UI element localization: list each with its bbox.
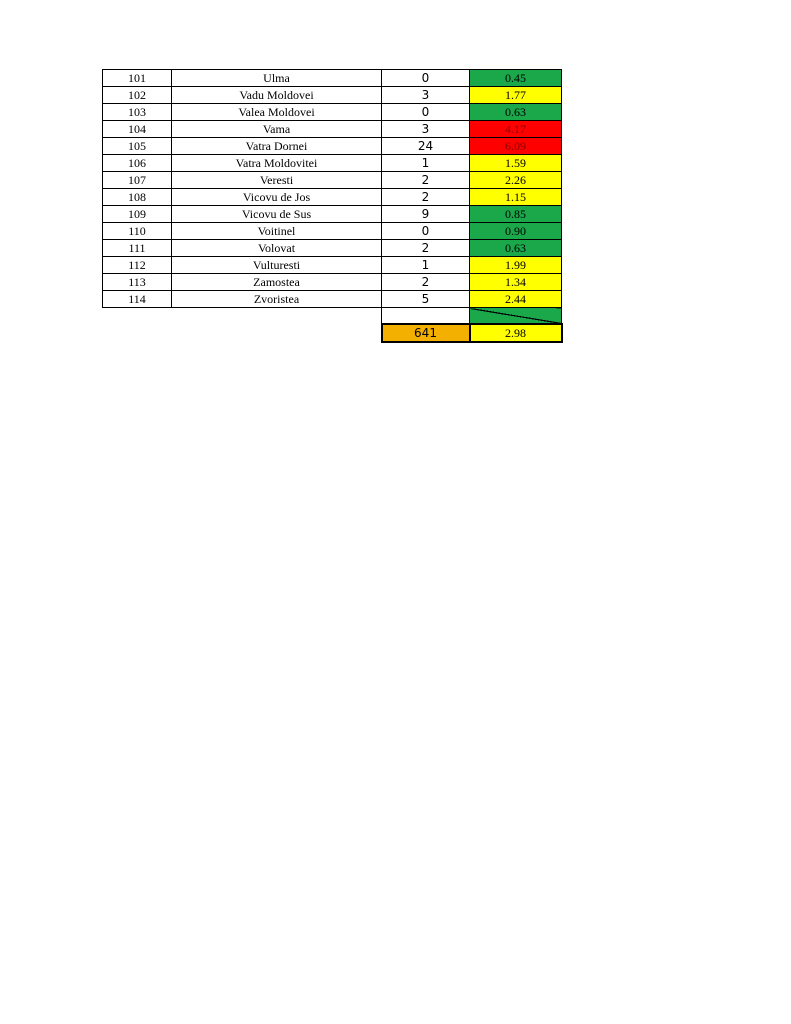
rate-value: 1.59 xyxy=(470,155,562,172)
case-count: 24 xyxy=(382,138,470,155)
row-number: 103 xyxy=(103,104,172,121)
locality-name: Vatra Moldovitei xyxy=(172,155,382,172)
case-count: 3 xyxy=(382,121,470,138)
rate-value: 1.77 xyxy=(470,87,562,104)
row-number: 105 xyxy=(103,138,172,155)
row-number: 109 xyxy=(103,206,172,223)
case-count: 0 xyxy=(382,70,470,87)
row-number: 113 xyxy=(103,274,172,291)
case-count: 0 xyxy=(382,104,470,121)
table-row xyxy=(103,257,562,274)
rate-value: 0.90 xyxy=(470,223,562,240)
locality-name: Volovat xyxy=(172,240,382,257)
locality-name: Vadu Moldovei xyxy=(172,87,382,104)
table-row xyxy=(103,189,562,206)
rate-value: 1.99 xyxy=(470,257,562,274)
row-number: 104 xyxy=(103,121,172,138)
case-count: 1 xyxy=(382,257,470,274)
table-row xyxy=(103,172,562,189)
rate-value: 6.09 xyxy=(470,138,562,155)
rate-value: 0.63 xyxy=(470,104,562,121)
locality-name: Vatra Dornei xyxy=(172,138,382,155)
case-count: 9 xyxy=(382,206,470,223)
case-count: 2 xyxy=(382,274,470,291)
blank-row xyxy=(103,308,562,324)
row-number: 108 xyxy=(103,189,172,206)
row-number: 107 xyxy=(103,172,172,189)
table-row xyxy=(103,155,562,172)
total-rate: 2.98 xyxy=(470,324,562,342)
table-row xyxy=(103,223,562,240)
case-count: 3 xyxy=(382,87,470,104)
table-row xyxy=(103,87,562,104)
locality-name: Vulturesti xyxy=(172,257,382,274)
case-count: 1 xyxy=(382,155,470,172)
locality-name: Zvoristea xyxy=(172,291,382,308)
table-row xyxy=(103,70,562,87)
blank-count-cell xyxy=(382,308,470,324)
case-count: 2 xyxy=(382,240,470,257)
locality-name: Valea Moldovei xyxy=(172,104,382,121)
rate-value: 2.26 xyxy=(470,172,562,189)
case-count: 2 xyxy=(382,189,470,206)
total-row xyxy=(103,324,562,342)
table-row xyxy=(103,274,562,291)
locality-name: Voitinel xyxy=(172,223,382,240)
case-count: 5 xyxy=(382,291,470,308)
row-number: 106 xyxy=(103,155,172,172)
locality-name: Veresti xyxy=(172,172,382,189)
locality-name: Vama xyxy=(172,121,382,138)
table-body xyxy=(103,70,562,308)
rate-value: 0.45 xyxy=(470,70,562,87)
locality-name: Vicovu de Sus xyxy=(172,206,382,223)
table-row xyxy=(103,104,562,121)
data-table xyxy=(102,69,563,343)
table-row xyxy=(103,206,562,223)
row-number: 101 xyxy=(103,70,172,87)
total-count: 641 xyxy=(382,324,470,342)
rate-value: 1.34 xyxy=(470,274,562,291)
rate-value: 0.63 xyxy=(470,240,562,257)
locality-name: Ulma xyxy=(172,70,382,87)
locality-name: Vicovu de Jos xyxy=(172,189,382,206)
rate-value: 4.17 xyxy=(470,121,562,138)
blank-cell xyxy=(103,308,172,324)
case-count: 2 xyxy=(382,172,470,189)
locality-name: Zamostea xyxy=(172,274,382,291)
table-row xyxy=(103,138,562,155)
table-row xyxy=(103,291,562,308)
blank-cell xyxy=(103,324,172,342)
rate-value: 2.44 xyxy=(470,291,562,308)
table-row xyxy=(103,240,562,257)
table-row xyxy=(103,121,562,138)
blank-cell xyxy=(172,308,382,324)
row-number: 114 xyxy=(103,291,172,308)
rate-value: 0.85 xyxy=(470,206,562,223)
row-number: 110 xyxy=(103,223,172,240)
diagonal-cell xyxy=(470,308,562,324)
blank-cell xyxy=(172,324,382,342)
row-number: 111 xyxy=(103,240,172,257)
row-number: 102 xyxy=(103,87,172,104)
row-number: 112 xyxy=(103,257,172,274)
case-count: 0 xyxy=(382,223,470,240)
rate-value: 1.15 xyxy=(470,189,562,206)
